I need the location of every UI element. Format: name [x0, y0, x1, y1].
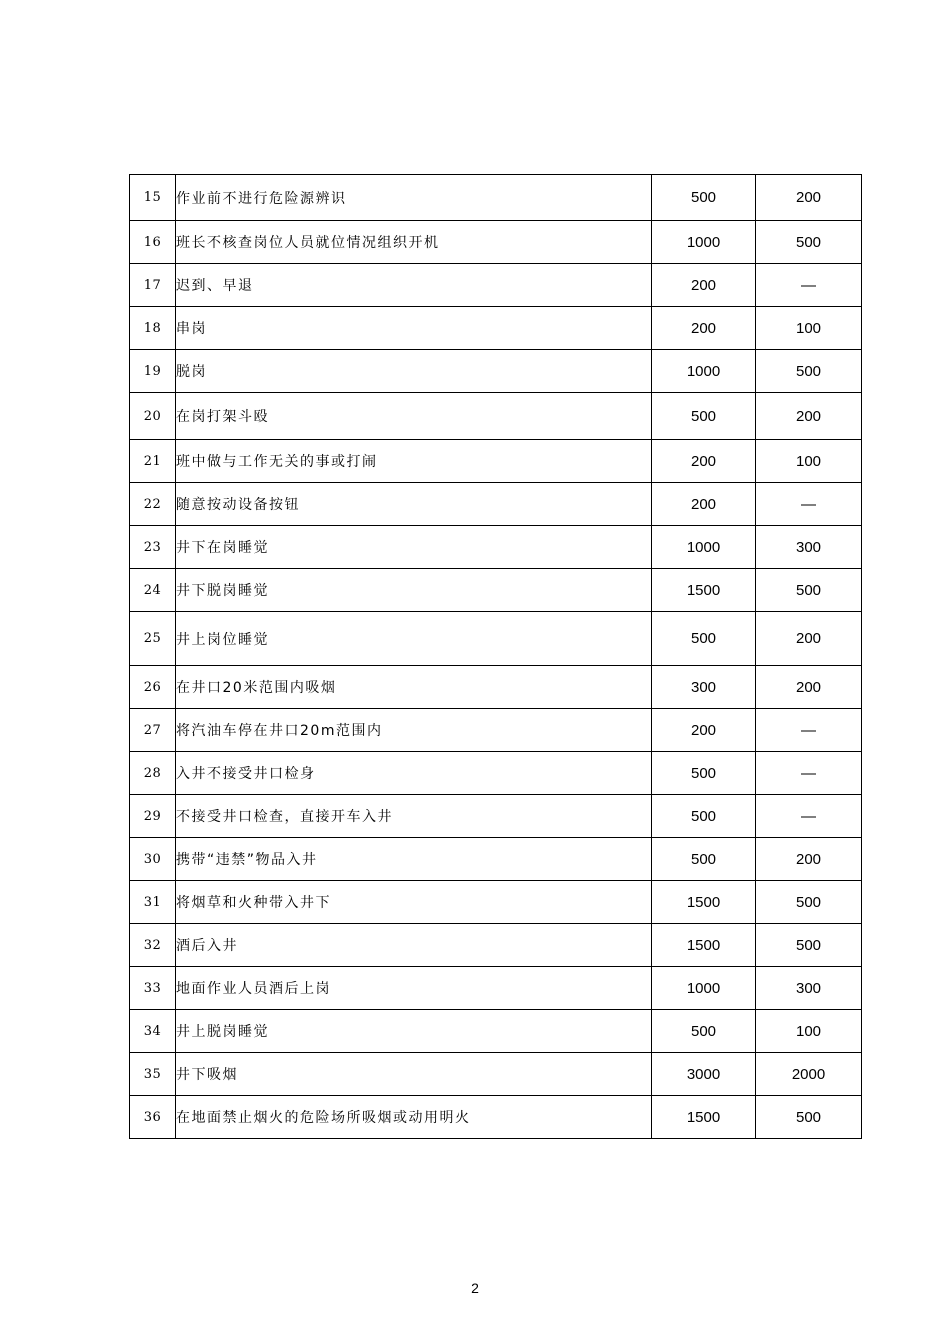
table-row	[130, 526, 862, 569]
secondary-amount-cell: —	[756, 709, 862, 752]
table-row	[130, 175, 862, 221]
row-number-cell: 32	[130, 924, 176, 967]
secondary-amount-cell: 300	[756, 526, 862, 569]
table-row	[130, 569, 862, 612]
secondary-amount-cell: —	[756, 795, 862, 838]
row-number-cell: 25	[130, 612, 176, 666]
row-number-cell: 35	[130, 1053, 176, 1096]
secondary-amount-cell: 500	[756, 1096, 862, 1139]
secondary-amount-cell: —	[756, 752, 862, 795]
violation-item-cell: 在岗打架斗殴	[176, 393, 652, 440]
row-number-cell: 34	[130, 1010, 176, 1053]
table-row	[130, 881, 862, 924]
table-row	[130, 440, 862, 483]
table-row	[130, 838, 862, 881]
table-row	[130, 795, 862, 838]
violation-item-cell: 作业前不进行危险源辨识	[176, 175, 652, 221]
penalty-amount-cell: 500	[652, 393, 756, 440]
table-row	[130, 1096, 862, 1139]
table-row	[130, 709, 862, 752]
row-number-cell: 26	[130, 666, 176, 709]
table-row	[130, 1010, 862, 1053]
penalty-amount-cell: 1000	[652, 221, 756, 264]
penalty-amount-cell: 1000	[652, 350, 756, 393]
penalty-amount-cell: 1500	[652, 881, 756, 924]
penalty-amount-cell: 1500	[652, 1096, 756, 1139]
table-row	[130, 752, 862, 795]
secondary-amount-cell: 500	[756, 350, 862, 393]
row-number-cell: 33	[130, 967, 176, 1010]
table-row	[130, 666, 862, 709]
penalty-amount-cell: 200	[652, 483, 756, 526]
table-row	[130, 483, 862, 526]
penalty-amount-cell: 1000	[652, 967, 756, 1010]
violation-item-cell: 酒后入井	[176, 924, 652, 967]
table-row	[130, 264, 862, 307]
row-number-cell: 16	[130, 221, 176, 264]
secondary-amount-cell: 200	[756, 666, 862, 709]
row-number-cell: 28	[130, 752, 176, 795]
secondary-amount-cell: —	[756, 264, 862, 307]
violation-item-cell: 入井不接受井口检身	[176, 752, 652, 795]
secondary-amount-cell: 500	[756, 881, 862, 924]
violation-item-cell: 班长不核查岗位人员就位情况组织开机	[176, 221, 652, 264]
penalty-amount-cell: 200	[652, 264, 756, 307]
penalty-table	[129, 174, 862, 1139]
violation-item-cell: 井下吸烟	[176, 1053, 652, 1096]
secondary-amount-cell: 200	[756, 612, 862, 666]
table-row	[130, 393, 862, 440]
violation-item-cell: 班中做与工作无关的事或打闹	[176, 440, 652, 483]
secondary-amount-cell: 100	[756, 1010, 862, 1053]
secondary-amount-cell: 500	[756, 221, 862, 264]
violation-item-cell: 在井口20米范围内吸烟	[176, 666, 652, 709]
violation-item-cell: 脱岗	[176, 350, 652, 393]
penalty-table-body	[130, 175, 862, 1139]
row-number-cell: 24	[130, 569, 176, 612]
penalty-amount-cell: 500	[652, 612, 756, 666]
violation-item-cell: 携带“违禁”物品入井	[176, 838, 652, 881]
secondary-amount-cell: 100	[756, 307, 862, 350]
table-row	[130, 924, 862, 967]
row-number-cell: 27	[130, 709, 176, 752]
violation-item-cell: 将汽油车停在井口20m范围内	[176, 709, 652, 752]
secondary-amount-cell: 2000	[756, 1053, 862, 1096]
table-row	[130, 612, 862, 666]
secondary-amount-cell: —	[756, 483, 862, 526]
penalty-amount-cell: 500	[652, 175, 756, 221]
table-row	[130, 967, 862, 1010]
secondary-amount-cell: 300	[756, 967, 862, 1010]
secondary-amount-cell: 100	[756, 440, 862, 483]
page-number: 2	[471, 1280, 479, 1296]
row-number-cell: 31	[130, 881, 176, 924]
table-row	[130, 350, 862, 393]
penalty-amount-cell: 500	[652, 752, 756, 795]
row-number-cell: 20	[130, 393, 176, 440]
violation-item-cell: 井下在岗睡觉	[176, 526, 652, 569]
violation-item-cell: 井上岗位睡觉	[176, 612, 652, 666]
table-row	[130, 307, 862, 350]
violation-item-cell: 在地面禁止烟火的危险场所吸烟或动用明火	[176, 1096, 652, 1139]
row-number-cell: 18	[130, 307, 176, 350]
secondary-amount-cell: 500	[756, 569, 862, 612]
violation-item-cell: 井上脱岗睡觉	[176, 1010, 652, 1053]
secondary-amount-cell: 200	[756, 175, 862, 221]
penalty-amount-cell: 3000	[652, 1053, 756, 1096]
violation-item-cell: 不接受井口检查，直接开车入井	[176, 795, 652, 838]
penalty-amount-cell: 1500	[652, 569, 756, 612]
penalty-amount-cell: 500	[652, 1010, 756, 1053]
row-number-cell: 21	[130, 440, 176, 483]
penalty-amount-cell: 300	[652, 666, 756, 709]
secondary-amount-cell: 200	[756, 838, 862, 881]
violation-item-cell: 地面作业人员酒后上岗	[176, 967, 652, 1010]
row-number-cell: 17	[130, 264, 176, 307]
violation-item-cell: 随意按动设备按钮	[176, 483, 652, 526]
penalty-amount-cell: 200	[652, 709, 756, 752]
penalty-amount-cell: 200	[652, 307, 756, 350]
violation-item-cell: 井下脱岗睡觉	[176, 569, 652, 612]
row-number-cell: 30	[130, 838, 176, 881]
row-number-cell: 23	[130, 526, 176, 569]
violation-item-cell: 迟到、早退	[176, 264, 652, 307]
row-number-cell: 22	[130, 483, 176, 526]
secondary-amount-cell: 500	[756, 924, 862, 967]
penalty-amount-cell: 200	[652, 440, 756, 483]
penalty-amount-cell: 1000	[652, 526, 756, 569]
row-number-cell: 19	[130, 350, 176, 393]
table-row	[130, 221, 862, 264]
violation-item-cell: 将烟草和火种带入井下	[176, 881, 652, 924]
table-row	[130, 1053, 862, 1096]
row-number-cell: 15	[130, 175, 176, 221]
secondary-amount-cell: 200	[756, 393, 862, 440]
penalty-amount-cell: 1500	[652, 924, 756, 967]
penalty-amount-cell: 500	[652, 838, 756, 881]
row-number-cell: 29	[130, 795, 176, 838]
violation-item-cell: 串岗	[176, 307, 652, 350]
row-number-cell: 36	[130, 1096, 176, 1139]
penalty-amount-cell: 500	[652, 795, 756, 838]
